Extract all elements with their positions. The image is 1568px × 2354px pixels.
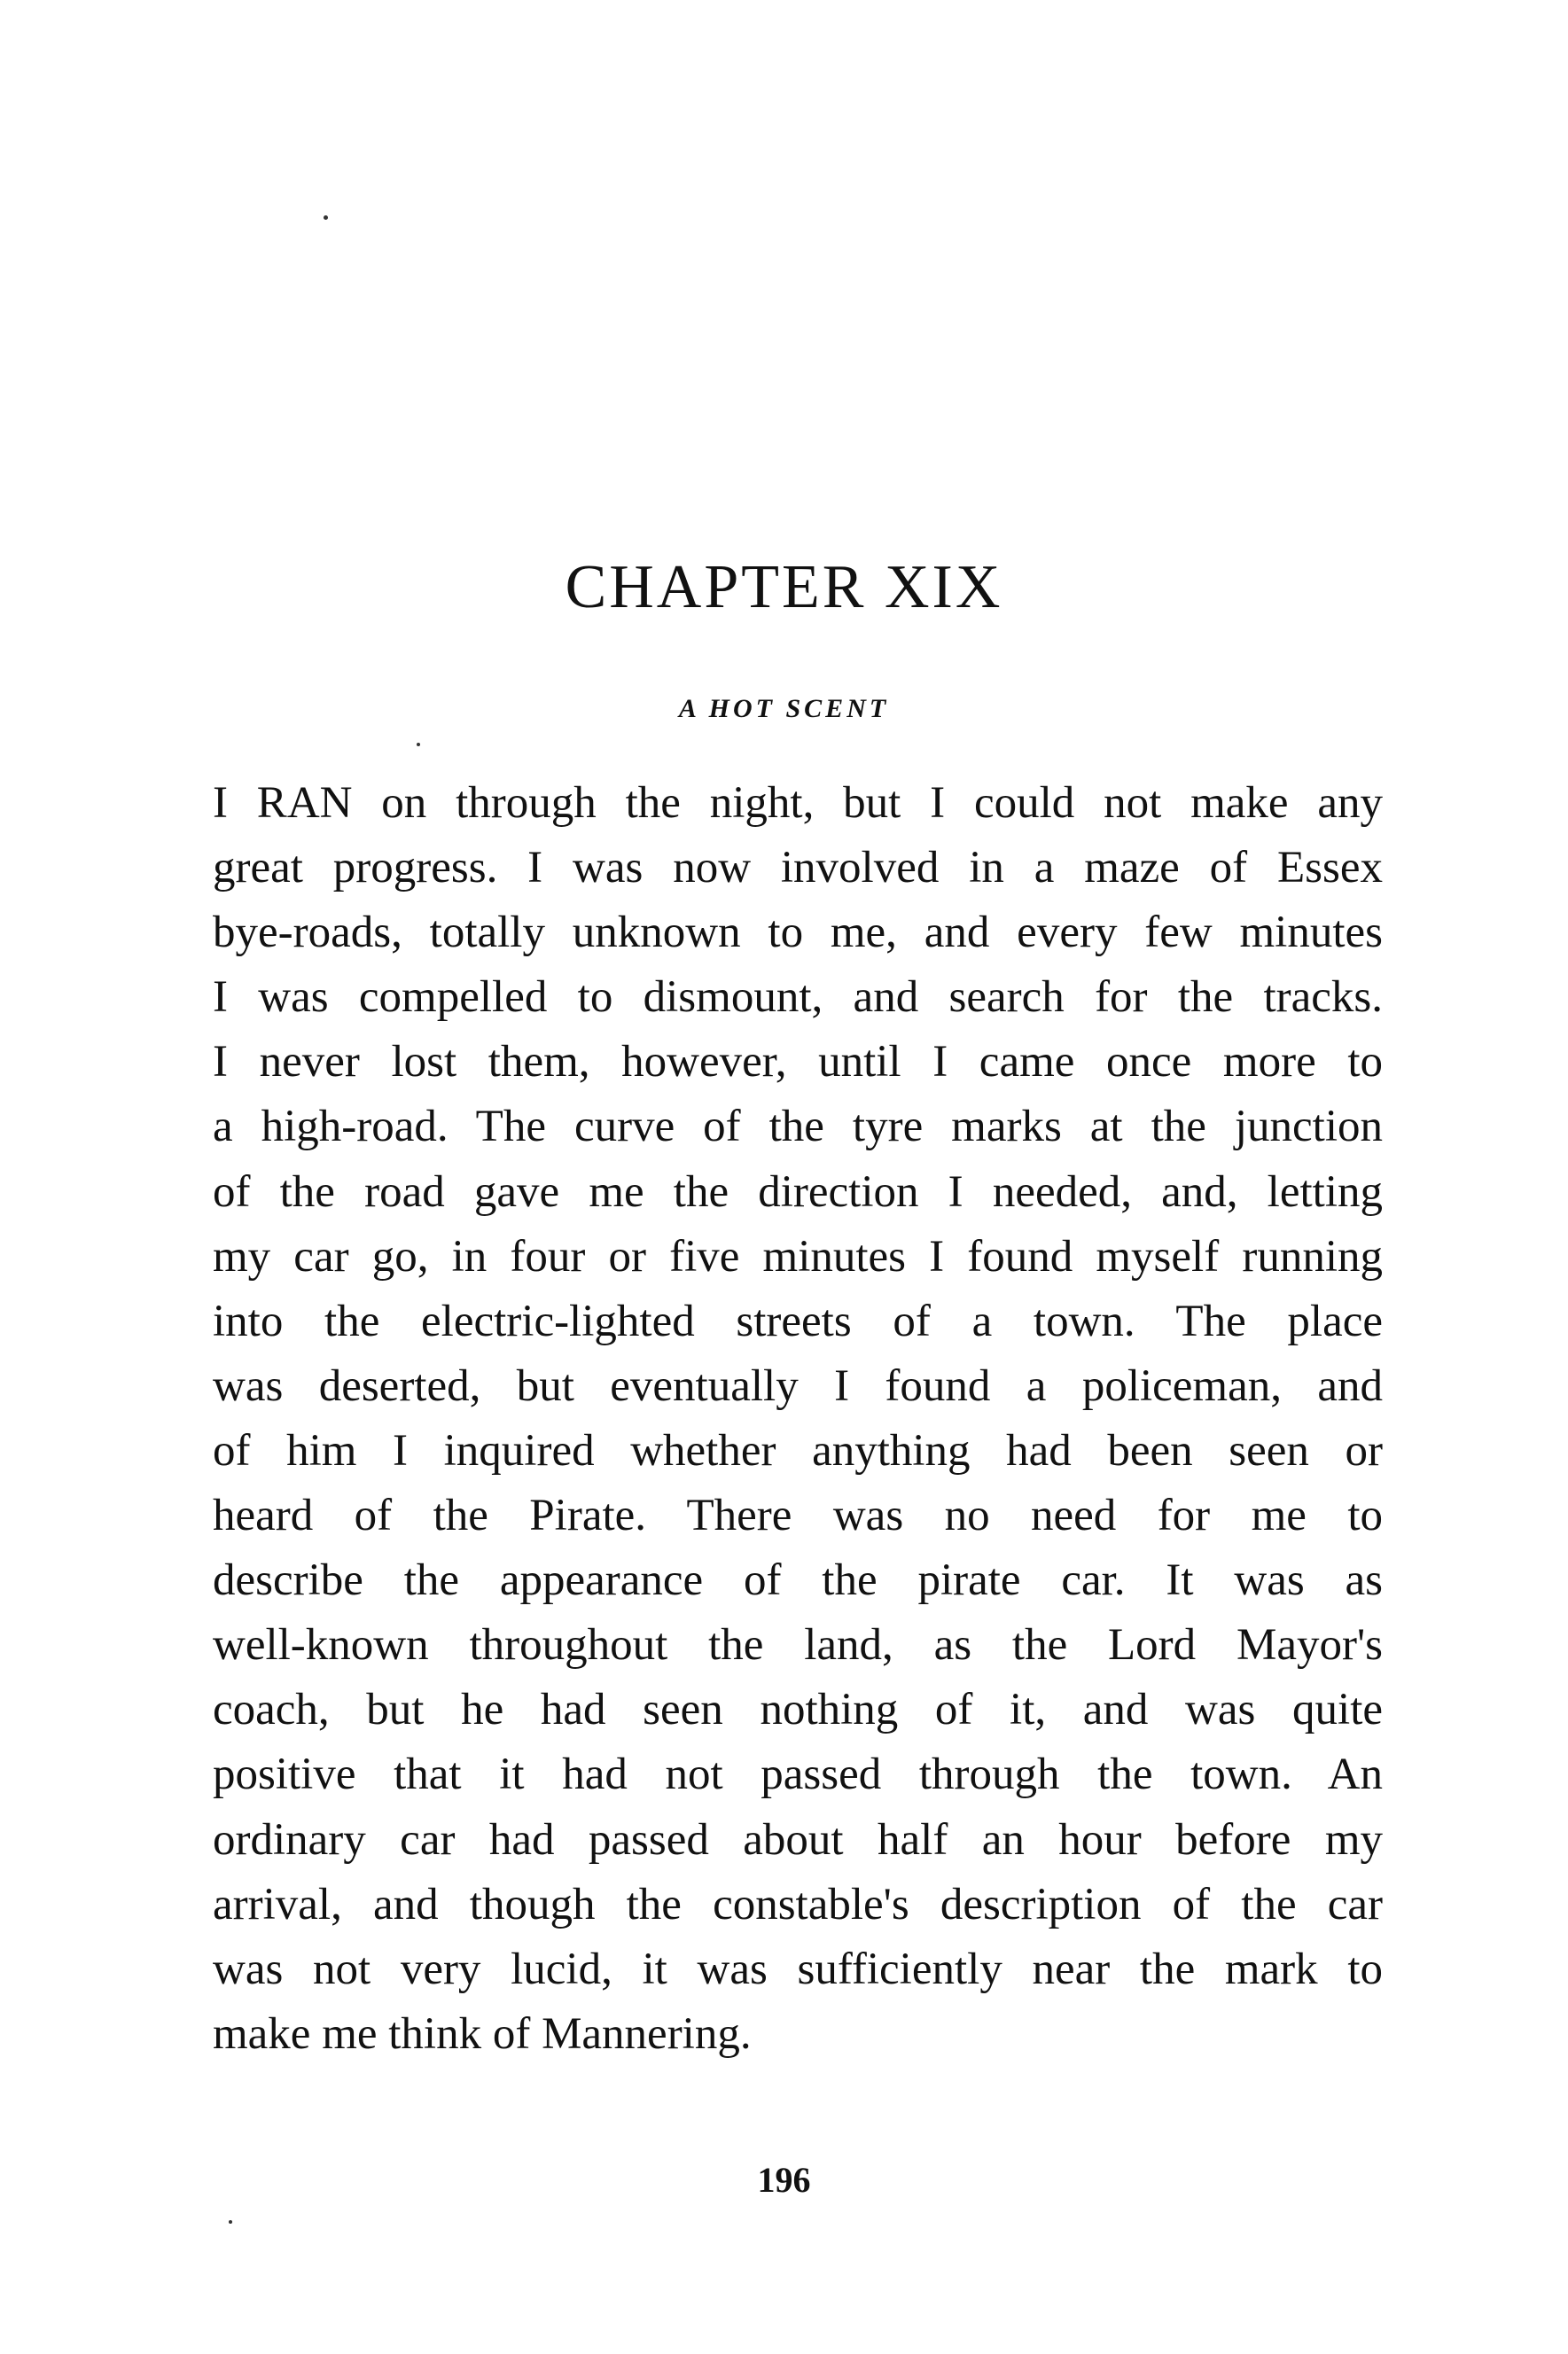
text-line: into the electric-lighted streets of a town. The place [213, 1296, 1383, 1346]
text-line: a high-road. The curve of the tyre marks at the junction [213, 1102, 1383, 1152]
text-line: was deserted, but eventually I found a policeman, and [213, 1360, 1383, 1411]
text-line: arrival, and though the constable's description of the car [213, 1879, 1383, 1929]
text-line: bye-roads, totally unknown to me, and every few minutes [213, 908, 1383, 958]
text-line: of the road gave me the direction I needed, and, letting [213, 1166, 1383, 1217]
page-speck [324, 215, 328, 220]
text-line: my car go, in four or five minutes I found myself running [213, 1231, 1383, 1282]
page-number: 196 [757, 2160, 811, 2200]
page-speck [229, 2220, 232, 2224]
chapter-title: CHAPTER XIX [565, 553, 1003, 621]
text-line: I RAN on through the night, but I could not make any [213, 778, 1383, 828]
text-line: of him I inquired whether anything had been seen or [213, 1425, 1383, 1476]
text-line: I never lost them, however, until I came once more to [213, 1037, 1383, 1087]
text-line: ordinary car had passed about half an hour before my [213, 1814, 1383, 1865]
page-speck [417, 743, 420, 746]
text-line: positive that it had not passed through the town. An [213, 1750, 1383, 1800]
text-line: well-known throughout the land, as the Lord Mayor's [213, 1620, 1383, 1671]
text-line: coach, but he had seen nothing of it, and was quite [213, 1685, 1383, 1735]
text-line: make me think of Mannering. [213, 2008, 752, 2059]
text-line: I was compelled to dismount, and search for the tracks. [213, 972, 1383, 1023]
body-text [213, 771, 1383, 2067]
text-line: was not very lucid, it was sufficiently near the mark to [213, 1944, 1383, 1994]
text-line: describe the appearance of the pirate car. It was as [213, 1555, 1383, 1606]
text-line: heard of the Pirate. There was no need for me to [213, 1491, 1383, 1541]
text-line: great progress. I was now involved in a maze of Essex [213, 843, 1383, 893]
chapter-subtitle: A HOT SCENT [678, 694, 890, 723]
